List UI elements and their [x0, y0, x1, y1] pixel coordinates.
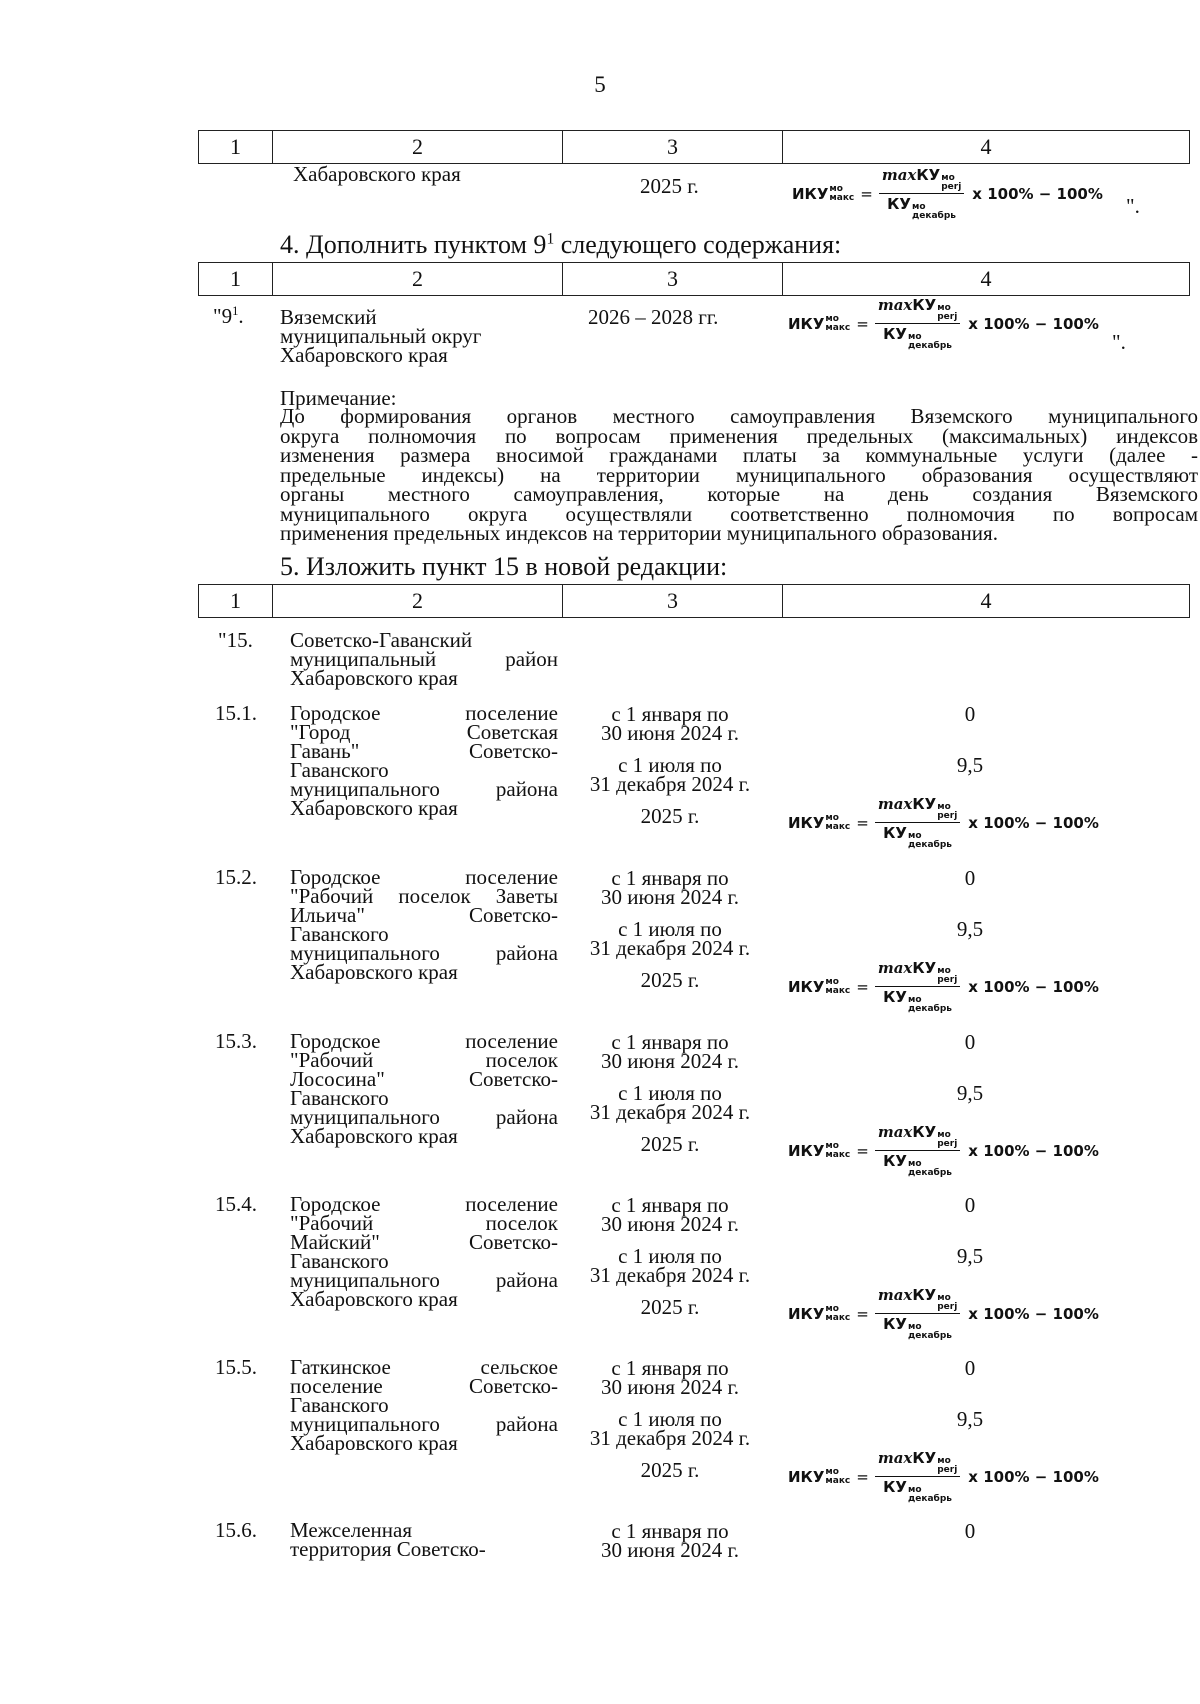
subitem-name-line: Хабаровского края — [290, 1124, 458, 1148]
value-cell: 9,5 — [956, 1081, 984, 1105]
period-line: с 1 января по — [611, 1519, 729, 1543]
subitem-name-line: Городское поселение — [290, 701, 558, 725]
formula-num-base: КУ — [912, 1449, 937, 1467]
formula-lhs-indices — [825, 978, 850, 996]
formula-fraction — [875, 795, 960, 850]
formula-denominator — [880, 1151, 955, 1178]
item-15-number: "15. — [218, 628, 253, 652]
formula-tail: х 100% − 100% — [968, 977, 1099, 996]
period-line: 31 декабря 2024 г. — [589, 1263, 751, 1287]
formula-lhs: ИКУ — [788, 314, 825, 333]
formula-num-sub: perj — [937, 1139, 958, 1149]
formula-num-sub: perj — [937, 811, 958, 821]
formula-den-sup: мо — [907, 995, 922, 1005]
section5-heading: 5. Изложить пункт 15 в новой редакции: — [280, 552, 728, 581]
period-line: 2025 г. — [640, 1295, 700, 1319]
period-line: 2025 г. — [640, 1132, 700, 1156]
note-body — [280, 404, 1198, 545]
formula-num-sup: мо — [937, 303, 951, 313]
column-header-1: 1 — [199, 585, 273, 617]
formula-tail: х 100% − 100% — [972, 184, 1103, 203]
formula-tail: х 100% − 100% — [968, 1141, 1099, 1160]
subitem-name-line: муниципального района — [290, 777, 558, 801]
formula-tail: х 100% − 100% — [968, 314, 1099, 333]
formula-iku — [788, 1123, 1099, 1178]
formula-fraction — [875, 1449, 960, 1504]
period-line: 30 июня 2024 г. — [600, 1375, 740, 1399]
note-line: органы местного самоуправления, которые на день создания Вяземского — [280, 482, 1198, 506]
column-header-2: 2 — [273, 585, 563, 617]
formula-num-sup: мо — [941, 173, 955, 183]
formula-numerator — [879, 166, 964, 194]
formula-lhs-sub: макс — [825, 322, 851, 333]
formula-numerator — [875, 1449, 960, 1477]
subitem-name-line: Гаванского — [290, 1086, 389, 1110]
formula-num-base: КУ — [912, 1286, 937, 1304]
period-line: с 1 января по — [611, 866, 729, 890]
subitem-name-line: поселение Советско- — [290, 1374, 558, 1398]
row-period: 2025 г. — [640, 174, 699, 198]
formula-eq: = — [856, 813, 869, 832]
formula-num-sub: perj — [937, 312, 958, 322]
formula-den-base: КУ — [883, 824, 907, 842]
formula-iku — [788, 296, 1099, 351]
item-9-1-name-line: Вяземский — [280, 305, 377, 329]
formula-max: max — [877, 959, 913, 977]
subitem-name-line: "Рабочий поселок Заветы — [290, 884, 558, 908]
formula-eq: = — [856, 1467, 869, 1486]
formula-num-indices — [937, 803, 957, 821]
value-cell: 0 — [964, 1356, 976, 1380]
formula-lhs-sup: мо — [825, 976, 839, 987]
formula-lhs-sub: макс — [825, 821, 851, 832]
period-line: 30 июня 2024 г. — [600, 1212, 740, 1236]
formula-lhs-sub: макс — [825, 1475, 851, 1486]
formula-fraction — [875, 959, 960, 1014]
item-9-1-period: 2026 – 2028 гг. — [588, 305, 719, 329]
subitem-name-line: Хабаровского края — [290, 1287, 458, 1311]
formula-num-base: КУ — [916, 166, 941, 184]
subitem-name-line: Гаванского — [290, 1249, 389, 1273]
subitem-name-line: Гаванского — [290, 922, 389, 946]
formula-den-sup: мо — [907, 1485, 922, 1495]
formula-eq: = — [860, 184, 873, 203]
subitem-name-line: муниципального района — [290, 1268, 558, 1292]
formula-iku — [788, 1449, 1099, 1504]
formula-den-sub: декабрь — [907, 1004, 952, 1014]
formula-den-base: КУ — [883, 988, 907, 1006]
formula-lhs-indices — [825, 1142, 850, 1160]
subitem-name-line: муниципального района — [290, 1412, 558, 1436]
subitem-name-line: Лососина" Советско- — [290, 1067, 558, 1091]
formula-numerator — [875, 1123, 960, 1151]
row-name: Хабаровского края — [293, 162, 461, 186]
subitem-name-line: Гаванского — [290, 758, 389, 782]
item-9-1-number — [213, 306, 244, 326]
formula-tail: х 100% − 100% — [968, 1467, 1099, 1486]
table-header-row — [198, 262, 1190, 296]
formula-num-sub: perj — [941, 182, 962, 192]
subitem-number: 15.4. — [215, 1192, 257, 1216]
formula-den-sub: декабрь — [907, 1331, 952, 1341]
formula-lhs-sup: мо — [825, 1140, 839, 1151]
formula-num-indices — [937, 967, 957, 985]
period-line: с 1 июля по — [618, 1244, 722, 1268]
formula-lhs-indices — [825, 1305, 850, 1323]
formula-num-indices — [937, 1131, 957, 1149]
note-line: округа полномочия по вопросам применения предельных (максимальных) индексов — [280, 423, 1198, 448]
formula-den-sub: декабрь — [907, 341, 952, 351]
value-cell: 9,5 — [956, 917, 984, 941]
column-header-1: 1 — [199, 131, 273, 163]
formula-den-indices — [908, 1160, 952, 1178]
formula-den-indices — [908, 1486, 952, 1504]
formula-num-sup: мо — [937, 1130, 951, 1140]
formula-eq: = — [856, 1141, 869, 1160]
column-header-3: 3 — [563, 263, 783, 295]
subitem-name-line: Межселенная — [290, 1518, 413, 1542]
formula-den-sub: декабрь — [907, 1168, 952, 1178]
formula-lhs-indices — [825, 814, 850, 832]
period-line: 2025 г. — [640, 804, 700, 828]
formula-den-indices — [908, 832, 952, 850]
formula-fraction — [879, 166, 964, 221]
period-line: с 1 января по — [611, 702, 729, 726]
formula-lhs-sup: мо — [825, 1466, 839, 1477]
closing-quote: ". — [1126, 194, 1140, 218]
period-line: с 1 июля по — [618, 753, 722, 777]
subitem-name-line: Гавань" Советско- — [290, 739, 558, 763]
formula-num-sup: мо — [937, 966, 951, 976]
column-header-3: 3 — [563, 585, 783, 617]
formula-tail: х 100% − 100% — [968, 813, 1099, 832]
formula-num-sup: мо — [937, 1293, 951, 1303]
formula-num-indices — [937, 1457, 957, 1475]
formula-lhs: ИКУ — [788, 1141, 825, 1160]
formula-num-sub: perj — [937, 1465, 958, 1475]
formula-num-base: КУ — [912, 296, 937, 314]
subitem-name-line: Ильича" Советско- — [290, 903, 558, 927]
formula-max: max — [877, 795, 913, 813]
period-line: 30 июня 2024 г. — [600, 721, 740, 745]
column-header-2: 2 — [273, 131, 563, 163]
column-header-4: 4 — [980, 134, 992, 159]
formula-den-sub: декабрь — [907, 1494, 952, 1504]
formula-num-sub: perj — [937, 1302, 958, 1312]
formula-denominator — [880, 324, 955, 351]
item-num-sup: 1 — [232, 304, 239, 318]
formula-iku — [788, 1286, 1099, 1341]
formula-lhs-indices — [829, 185, 854, 203]
formula-den-sup: мо — [907, 332, 922, 342]
item-15-name-line: Хабаровского края — [290, 666, 458, 690]
value-cell: 9,5 — [956, 1407, 984, 1431]
formula-den-sub: декабрь — [911, 211, 956, 221]
formula-iku — [788, 959, 1099, 1014]
table-header-row — [198, 584, 1190, 618]
value-cell: 0 — [964, 866, 976, 890]
formula-lhs: ИКУ — [788, 977, 825, 996]
subitem-name-line: Городское поселение — [290, 1029, 558, 1053]
subitem-name-line: Хабаровского края — [290, 1431, 458, 1455]
subitem-name-line: муниципального района — [290, 1105, 558, 1129]
formula-lhs-sup: мо — [825, 812, 839, 823]
formula-num-indices — [937, 304, 957, 322]
column-header-4: 4 — [980, 266, 992, 291]
formula-lhs: ИКУ — [788, 1304, 825, 1323]
formula-max: max — [881, 166, 917, 184]
value-cell: 9,5 — [956, 1244, 984, 1268]
subitem-name-line: Гаткинское сельское — [290, 1355, 558, 1379]
formula-lhs-sup: мо — [829, 183, 843, 194]
subitem-name-line: "Город Советская — [290, 720, 558, 744]
value-cell: 9,5 — [956, 753, 984, 777]
formula-iku — [792, 166, 1103, 221]
formula-den-sup: мо — [911, 202, 926, 212]
formula-lhs-sub: макс — [829, 192, 855, 203]
formula-denominator — [880, 987, 955, 1014]
subitem-name-line: Хабаровского края — [290, 796, 458, 820]
subitem-name-line: "Рабочий поселок — [290, 1048, 558, 1072]
column-header-3: 3 — [563, 131, 783, 163]
formula-fraction — [875, 1286, 960, 1341]
subitem-name-line: Майский" Советско- — [290, 1230, 558, 1254]
formula-den-base: КУ — [883, 1315, 907, 1333]
formula-lhs-sub: макс — [825, 1312, 851, 1323]
formula-lhs-indices — [825, 315, 850, 333]
formula-eq: = — [856, 977, 869, 996]
formula-iku — [788, 795, 1099, 850]
subitem-name-line: Гаванского — [290, 1393, 389, 1417]
item-num: "9 — [213, 304, 233, 328]
closing-quote: ". — [1112, 330, 1126, 354]
formula-den-sup: мо — [907, 1159, 922, 1169]
section4-heading — [280, 231, 841, 259]
formula-den-base: КУ — [883, 1152, 907, 1170]
formula-num-base: КУ — [912, 959, 937, 977]
period-line: с 1 января по — [611, 1356, 729, 1380]
period-line: с 1 января по — [611, 1030, 729, 1054]
value-cell: 0 — [964, 1193, 976, 1217]
note-line: изменения размера вносимой гражданами платы за коммунальные услуги (далее - — [280, 443, 1198, 467]
period-line: с 1 июля по — [618, 917, 722, 941]
formula-max: max — [877, 1449, 913, 1467]
item-9-1-name-line: муниципальный округ — [280, 324, 482, 348]
value-cell: 0 — [964, 702, 976, 726]
formula-num-sup: мо — [937, 1456, 951, 1466]
formula-lhs-sup: мо — [825, 1303, 839, 1314]
table-header-row — [198, 130, 1190, 164]
period-line: с 1 июля по — [618, 1407, 722, 1431]
formula-eq: = — [856, 1304, 869, 1323]
formula-den-sup: мо — [907, 831, 922, 841]
period-line: с 1 июля по — [618, 1081, 722, 1105]
formula-denominator — [880, 823, 955, 850]
formula-lhs: ИКУ — [788, 1467, 825, 1486]
formula-lhs-sub: макс — [825, 985, 851, 996]
page-number: 5 — [594, 72, 606, 97]
formula-num-base: КУ — [912, 1123, 937, 1141]
formula-num-indices — [941, 174, 961, 192]
formula-num-indices — [937, 1294, 957, 1312]
subitem-name-line: Городское поселение — [290, 865, 558, 889]
period-line: 31 декабря 2024 г. — [589, 772, 751, 796]
formula-num-sup: мо — [937, 802, 951, 812]
formula-den-indices — [908, 996, 952, 1014]
subitem-number: 15.1. — [215, 701, 257, 725]
subitem-number: 15.6. — [215, 1518, 257, 1542]
formula-max: max — [877, 296, 913, 314]
formula-numerator — [875, 1286, 960, 1314]
formula-lhs: ИКУ — [788, 813, 825, 832]
formula-tail: х 100% − 100% — [968, 1304, 1099, 1323]
item-9-1-name-line: Хабаровского края — [280, 343, 448, 367]
heading-text-end: следующего содержания: — [554, 230, 842, 259]
formula-max: max — [877, 1286, 913, 1304]
period-line: с 1 января по — [611, 1193, 729, 1217]
formula-lhs-sup: мо — [825, 313, 839, 324]
formula-lhs-indices — [825, 1468, 850, 1486]
value-cell: 0 — [964, 1030, 976, 1054]
subitem-number: 15.5. — [215, 1355, 257, 1379]
period-line: 31 декабря 2024 г. — [589, 1100, 751, 1124]
formula-num-base: КУ — [912, 795, 937, 813]
formula-den-sup: мо — [907, 1322, 922, 1332]
formula-den-indices — [908, 1323, 952, 1341]
formula-den-base: КУ — [883, 325, 907, 343]
formula-den-base: КУ — [887, 195, 911, 213]
formula-num-sub: perj — [937, 975, 958, 985]
formula-denominator — [880, 1477, 955, 1504]
period-line: 2025 г. — [640, 1458, 700, 1482]
subitem-number: 15.2. — [215, 865, 257, 889]
formula-denominator — [884, 194, 959, 221]
formula-numerator — [875, 959, 960, 987]
heading-sup: 1 — [546, 230, 555, 248]
subitem-name-line: территория Советско- — [290, 1537, 486, 1561]
period-line: 31 декабря 2024 г. — [589, 1426, 751, 1450]
subitem-name-line: Хабаровского края — [290, 960, 458, 984]
column-header-1: 1 — [199, 263, 273, 295]
formula-den-indices — [912, 203, 956, 221]
subitem-name-line: Городское поселение — [290, 1192, 558, 1216]
formula-lhs: ИКУ — [792, 184, 829, 203]
note-line: До формирования органов местного самоуправления Вяземского муниципального — [280, 404, 1198, 428]
formula-den-sub: декабрь — [907, 840, 952, 850]
note-line: муниципального округа осуществляли соответственно полномочия по вопросам — [280, 501, 1198, 526]
note-title: Примечание: — [280, 386, 397, 410]
formula-eq: = — [856, 314, 869, 333]
formula-fraction — [875, 1123, 960, 1178]
period-line: 31 декабря 2024 г. — [589, 936, 751, 960]
item-num-end: . — [238, 304, 244, 328]
formula-fraction — [875, 296, 960, 351]
column-header-4: 4 — [980, 588, 992, 613]
formula-denominator — [880, 1314, 955, 1341]
value-cell: 0 — [964, 1519, 976, 1543]
subitem-name-line: "Рабочий поселок — [290, 1211, 558, 1235]
period-line: 30 июня 2024 г. — [600, 1538, 740, 1562]
formula-numerator — [875, 795, 960, 823]
formula-den-indices — [908, 333, 952, 351]
subitem-name-line: муниципального района — [290, 941, 558, 965]
column-header-2: 2 — [273, 263, 563, 295]
note-line: предельные индексы) на территории муниципального образования осуществляют — [280, 462, 1198, 487]
period-line: 2025 г. — [640, 968, 700, 992]
subitem-number: 15.3. — [215, 1029, 257, 1053]
formula-den-base: КУ — [883, 1478, 907, 1496]
item-15-name-line: Советско-Гаванский — [290, 628, 473, 652]
note-line: применения предельных индексов на территории муниципального образования. — [280, 521, 998, 545]
formula-lhs-sub: макс — [825, 1149, 851, 1160]
period-line: 30 июня 2024 г. — [600, 1049, 740, 1073]
period-line: 30 июня 2024 г. — [600, 885, 740, 909]
formula-numerator — [875, 296, 960, 324]
formula-max: max — [877, 1123, 913, 1141]
heading-text: 4. Дополнить пунктом 9 — [280, 230, 547, 259]
item-15-name-line: муниципальный район — [290, 647, 558, 671]
